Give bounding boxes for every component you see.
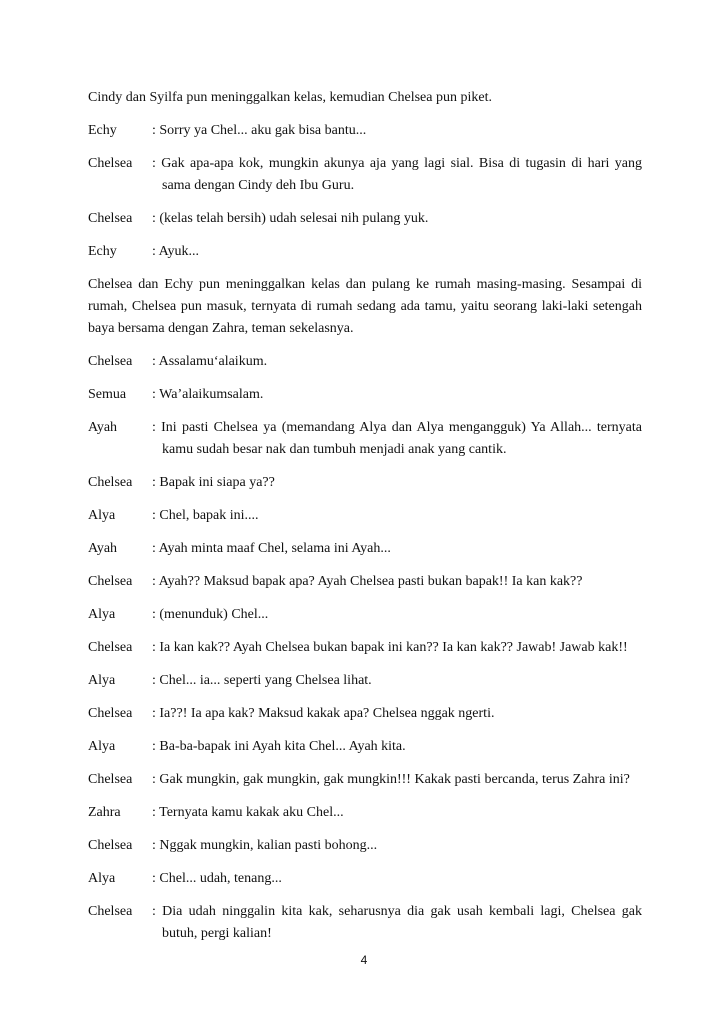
speaker-name: Chelsea [88,706,133,721]
dialogue-line [88,769,642,791]
dialogue-line [88,417,642,461]
dialogue-line [88,736,642,758]
dialogue-text: : Chel... udah, tenang... [152,871,282,886]
dialogue-line [88,208,642,230]
dialogue-text: : Gak apa-apa kok, mungkin akunya aja yang lagi sial. Bisa di tugasin di hari yang sama dengan Cindy deh Ibu Guru. [152,156,642,193]
dialogue-text: : (kelas telah bersih) udah selesai nih pulang yuk. [152,211,429,226]
speaker-name: Chelsea [88,772,133,787]
dialogue-line [88,351,642,373]
speaker-name: Ayah [88,420,118,435]
dialogue-text: : Wa’alaikumsalam. [152,387,264,402]
speaker-name: Chelsea [88,904,133,919]
dialogue-text: : (menunduk) Chel... [152,607,269,622]
dialogue-text: : Bapak ini siapa ya?? [152,475,275,490]
dialogue-text: : Assalamu‘alaikum. [152,354,268,369]
dialogue-text: : Sorry ya Chel... aku gak bisa bantu... [152,123,367,138]
speaker-name: Ayah [88,541,118,556]
dialogue-text: : Dia udah ninggalin kita kak, seharusnya dia gak usah kembali lagi, Chelsea gak butuh, pergi kalian! [152,904,642,941]
speaker-name: Alya [88,607,116,622]
speaker-name: Alya [88,508,116,523]
speaker-name: Chelsea [88,156,133,171]
speaker-name: Chelsea [88,574,133,589]
dialogue-line [88,703,642,725]
dialogue-text: : Ba-ba-bapak ini Ayah kita Chel... Ayah kita. [152,739,406,754]
speaker-name: Chelsea [88,640,133,655]
speaker-name: Zahra [88,805,121,820]
speaker-name: Alya [88,871,116,886]
speaker-name: Chelsea [88,354,133,369]
dialogue-line [88,868,642,890]
dialogue-line [88,802,642,824]
dialogue-line [88,901,642,945]
dialogue-text: : Ayuk... [152,244,199,259]
dialogue-line [88,538,642,560]
page-number: 4 [360,953,368,967]
speaker-name: Echy [88,244,117,259]
dialogue-line [88,604,642,626]
speaker-name: Echy [88,123,117,138]
speaker-name: Chelsea [88,211,133,226]
speaker-name: Chelsea [88,475,133,490]
dialogue-line [88,153,642,197]
dialogue-line [88,637,642,659]
narration-paragraph: Cindy dan Syilfa pun meninggalkan kelas, kemudian Chelsea pun piket. [88,90,492,105]
dialogue-line [88,670,642,692]
dialogue-line [88,120,642,142]
dialogue-text: : Gak mungkin, gak mungkin, gak mungkin!!! Kakak pasti bercanda, terus Zahra ini? [152,772,630,787]
speaker-name: Chelsea [88,838,133,853]
speaker-name: Alya [88,673,116,688]
dialogue-line [88,505,642,527]
dialogue-line [88,472,642,494]
script-body [88,87,642,956]
dialogue-text: : Ternyata kamu kakak aku Chel... [152,805,344,820]
speaker-name: Semua [88,387,127,402]
dialogue-text: : Ia kan kak?? Ayah Chelsea bukan bapak ini kan?? Ia kan kak?? Jawab! Jawab kak!! [152,640,628,655]
dialogue-text: : Chel... ia... seperti yang Chelsea lihat. [152,673,372,688]
dialogue-line [88,241,642,263]
dialogue-line [88,384,642,406]
speaker-name: Alya [88,739,116,754]
dialogue-line [88,571,642,593]
dialogue-text: : Ia??! Ia apa kak? Maksud kakak apa? Chelsea nggak ngerti. [152,706,495,721]
dialogue-text: : Ini pasti Chelsea ya (memandang Alya dan Alya mengangguk) Ya Allah... ternyata kamu sudah besar nak dan tumbuh menjadi anak yang cantik. [152,420,642,457]
narration-paragraph: Chelsea dan Echy pun meninggalkan kelas dan pulang ke rumah masing-masing. Sesampai di rumah, Chelsea pun masuk, ternyata di rumah sedang ada tamu, yaitu seorang laki-laki setengah baya bersama dengan Zahra, teman sekelasnya. [88,277,642,336]
dialogue-text: : Nggak mungkin, kalian pasti bohong... [152,838,378,853]
dialogue-text: : Ayah?? Maksud bapak apa? Ayah Chelsea pasti bukan bapak!! Ia kan kak?? [152,574,583,589]
dialogue-text: : Chel, bapak ini.... [152,508,259,523]
dialogue-line [88,835,642,857]
dialogue-text: : Ayah minta maaf Chel, selama ini Ayah... [152,541,391,556]
